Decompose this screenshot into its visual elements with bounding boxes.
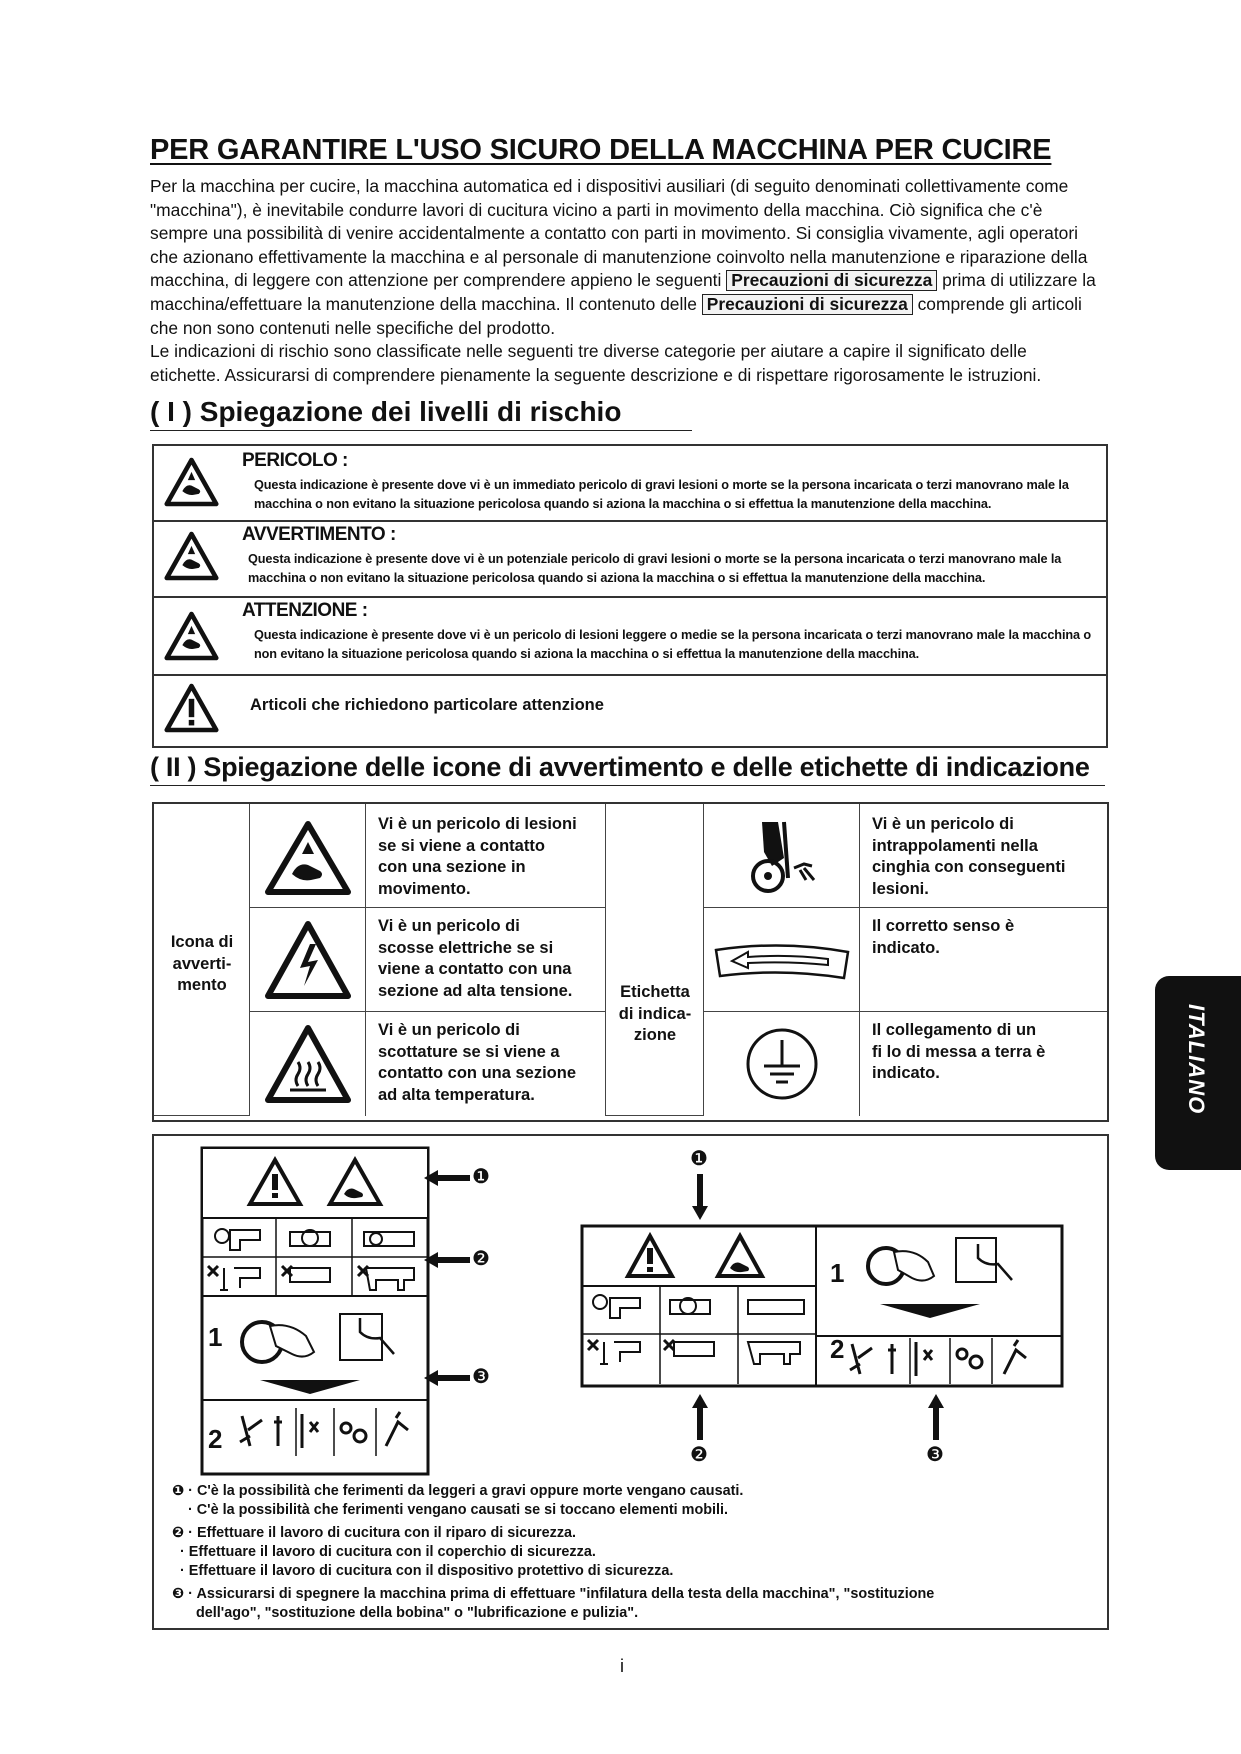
electric-shock-icon <box>264 920 352 1000</box>
indication-ground-text: Il collegamento di un fi lo di messa a terra è indicato. <box>872 1021 1046 1083</box>
safety-precautions-box-1: Precauzioni di sicurezza <box>726 270 937 291</box>
arrow-up-icon-2 <box>926 1392 946 1442</box>
risk-head-warning: AVVERTIMENTO : <box>242 524 396 545</box>
note-3b: dell'ago", "sostituzione della bobina" o "lubrificazione e pulizia". <box>172 1605 639 1621</box>
intro-p1c: comprende gli articoli che non sono contenuti nelle specifiche del prodotto. <box>150 293 1082 338</box>
note-2b: · Effettuare il lavoro di cucitura con il coperchio di sicurezza. <box>172 1544 596 1560</box>
warning-electric-text-cell <box>366 908 606 1012</box>
direction-icon-cell <box>704 908 860 1012</box>
warning-label-panel <box>152 1134 1109 1630</box>
danger-hand-warning-icon <box>164 456 219 508</box>
risk-row-warning <box>154 520 1106 598</box>
arrow-down-icon <box>690 1172 710 1222</box>
risk-head-danger: PERICOLO : <box>242 450 348 471</box>
indication-belt-text-cell <box>860 804 1107 908</box>
electric-icon-cell <box>250 908 366 1012</box>
intro-text <box>150 175 1100 387</box>
risk-levels-table <box>152 444 1108 748</box>
language-side-tab <box>1155 976 1241 1170</box>
note-1b: · C'è la possibilità che ferimenti vengano causati se si toccano elementi mobili. <box>172 1502 729 1518</box>
indication-label-cell <box>606 804 704 1116</box>
risk-text-caution: Questa indicazione è presente dove vi è un pericolo di lesioni leggere o medie se la persona incaricata o terzi manovrano male la macchina o non evitano la situazione pericolosa quando si aziona la macchina o si effettua la manutenzione della macchina. <box>254 628 1092 661</box>
note-2a: ❷ · Effettuare il lavoro di cucitura con il riparo di sicurezza. <box>172 1525 577 1541</box>
risk-row-attention <box>154 674 1106 744</box>
note-1a: ❶ · C'è la possibilità che ferimenti da leggeri a gravi oppure morte vengano causati. <box>172 1483 744 1499</box>
risk-text-attention: Articoli che richiedono particolare attenzione <box>250 696 604 714</box>
marker-1-left: ❶ <box>472 1166 490 1188</box>
indication-belt-text: Vi è un pericolo di intrappolamenti nella cinghia con conseguenti lesioni. <box>872 815 1066 899</box>
moving-part-hand-icon <box>264 820 352 896</box>
warning-hot-text: Vi è un pericolo di scottature se si viene a contatto con una sezione ad alta temperatura. <box>378 1021 577 1105</box>
direction-arrow-icon <box>712 936 852 986</box>
moving-part-icon-cell <box>250 804 366 908</box>
indication-direction-text: Il corretto senso è indicato. <box>872 917 1015 957</box>
note-3a: ❸ · Assicurarsi di spegnere la macchina prima di effettuare "infilatura della testa della macchina", "sostituzione <box>172 1586 935 1602</box>
risk-text-danger: Questa indicazione è presente dove vi è un immediato pericolo di gravi lesioni o morte se la persona incaricata o terzi manovrano male la macchina o non evitano la situazione pericolosa quando si aziona la macchina o si effettua la manutenzione della macchina. <box>254 478 1069 511</box>
warning-label-cell <box>154 804 250 1116</box>
arrow-up-icon-1 <box>690 1392 710 1442</box>
vertical-warning-label-illustration <box>200 1146 430 1476</box>
indication-label-text: Etichetta di indica- zione <box>618 983 692 1045</box>
arrow-left-icon-1 <box>424 1168 474 1188</box>
marker-3-left: ❸ <box>472 1366 490 1388</box>
icons-table <box>152 802 1109 1122</box>
note-2c: · Effettuare il lavoro di cucitura con il dispositivo protettivo di sicurezza. <box>172 1563 674 1579</box>
horizontal-label-step-1: 1 <box>830 1258 845 1288</box>
safety-precautions-box-2: Precauzioni di sicurezza <box>702 294 913 315</box>
intro-p1a: Per la macchina per cucire, la macchina automatica ed i dispositivi ausiliari (di seguito denominati collettivamente come "macchina"), è inevitabile condurre lavori di cucitura vicino a parti in movimento della macchina. Ciò significa che c'è sempre una possibilità di venire accidentalmente a contatto con parti in movimento. Si consiglia vivamente, agli operatori che azionano effettivamente la macchina e al personale di manutenzione coinvolto nella manutenzione e riparazione della macchina, di leggere con attenzione per comprendere appieno le seguenti <box>150 176 1088 291</box>
horizontal-warning-label-illustration <box>580 1224 1064 1388</box>
label-notes <box>172 1482 934 1623</box>
horizontal-label-step-2: 2 <box>830 1334 845 1364</box>
section-1-heading: ( I ) Spiegazione dei livelli di rischio <box>150 396 692 431</box>
marker-2-bottom: ❷ <box>690 1444 708 1466</box>
exclamation-warning-icon <box>164 682 219 734</box>
arrow-left-icon-2 <box>424 1250 474 1270</box>
marker-3-bottom: ❸ <box>926 1444 944 1466</box>
risk-text-warning: Questa indicazione è presente dove vi è un potenziale pericolo di gravi lesioni o morte se la persona incaricata o terzi manovrano male la macchina o non evitano la situazione pericolosa quando si aziona la macchina o si effettua la manutenzione della macchina. <box>248 552 1062 585</box>
caution-hand-icon <box>164 610 219 662</box>
indication-direction-text-cell <box>860 908 1107 1012</box>
warning-hand-icon <box>164 530 219 582</box>
vertical-label-step-2: 2 <box>208 1424 223 1454</box>
warning-moving-text: Vi è un pericolo di lesioni se si viene a contatto con una sezione in movimento. <box>378 815 577 899</box>
belt-icon-cell <box>704 804 860 908</box>
intro-p2: Le indicazioni di rischio sono classificate nelle seguenti tre diverse categorie per aiutare a capire il significato delle etichette. Assicurarsi di comprendere pienamente la seguente descrizione e di rispettare rigorosamente le istruzioni. <box>150 341 1042 385</box>
warning-label-text: Icona di avverti- mento <box>170 933 234 995</box>
marker-2-left: ❷ <box>472 1248 490 1270</box>
page-title: PER GARANTIRE L'USO SICURO DELLA MACCHINA PER CUCIRE <box>150 134 1052 166</box>
intro-p1b: prima di utilizzare la macchina/effettuare la manutenzione della macchina. Il contenuto delle <box>150 270 1096 314</box>
marker-1-top: ❶ <box>690 1148 708 1170</box>
risk-row-danger <box>154 446 1106 522</box>
section-2-heading: ( II ) Spiegazione delle icone di avvertimento e delle etichette di indicazione <box>150 752 1105 786</box>
risk-row-caution <box>154 596 1106 676</box>
indication-ground-text-cell <box>860 1012 1107 1116</box>
warning-electric-text: Vi è un pericolo di scosse elettriche se si viene a contatto con una sezione ad alta tensione. <box>378 917 573 1001</box>
vertical-label-step-1: 1 <box>208 1322 223 1352</box>
language-tab-label: ITALIANO <box>1184 1004 1209 1115</box>
risk-head-caution: ATTENZIONE : <box>242 600 368 621</box>
hot-icon-cell <box>250 1012 366 1116</box>
ground-connection-icon <box>744 1026 820 1102</box>
warning-hot-text-cell <box>366 1012 606 1116</box>
page-number: i <box>620 1656 624 1676</box>
belt-entrapment-icon <box>744 818 824 894</box>
hot-surface-icon <box>264 1024 352 1104</box>
ground-icon-cell <box>704 1012 860 1116</box>
warning-moving-text-cell <box>366 804 606 908</box>
arrow-left-icon-3 <box>424 1368 474 1388</box>
